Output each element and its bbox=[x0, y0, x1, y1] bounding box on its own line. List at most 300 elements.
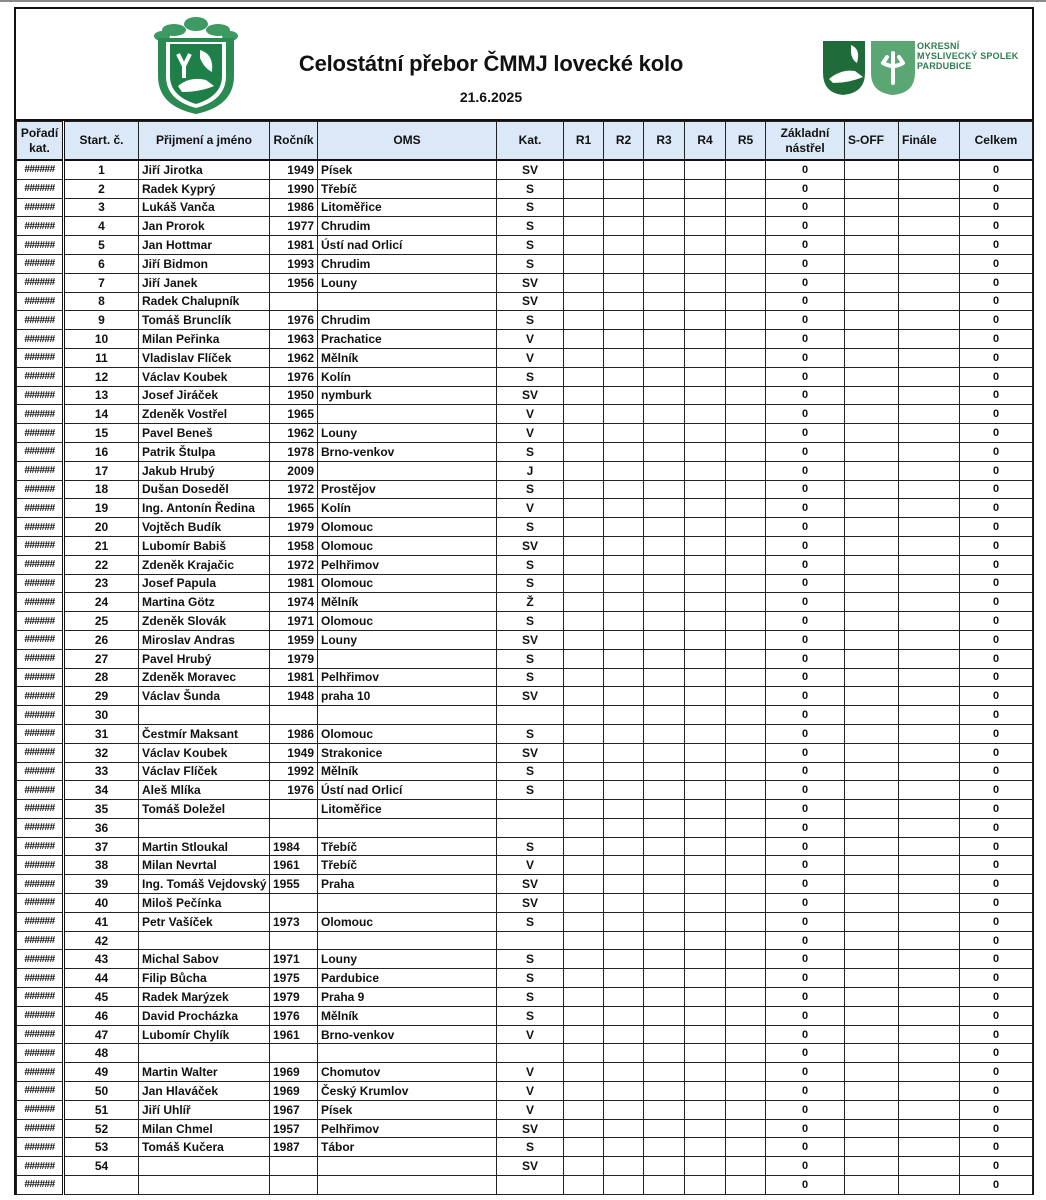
r5-cell[interactable] bbox=[726, 781, 766, 800]
r3-cell[interactable] bbox=[644, 480, 685, 499]
category-cell[interactable]: S bbox=[497, 781, 564, 800]
r2-cell[interactable] bbox=[604, 724, 644, 743]
r4-cell[interactable] bbox=[685, 1044, 726, 1063]
year-cell[interactable]: 1950 bbox=[270, 386, 318, 405]
r4-cell[interactable] bbox=[685, 536, 726, 555]
r4-cell[interactable] bbox=[685, 875, 726, 894]
celkem-cell[interactable]: 0 bbox=[960, 480, 1033, 499]
name-cell[interactable]: Jiří Uhlíř bbox=[139, 1100, 270, 1119]
soff-cell[interactable] bbox=[845, 912, 899, 931]
soff-cell[interactable] bbox=[845, 424, 899, 443]
name-cell[interactable]: Miloš Pečínka bbox=[139, 894, 270, 913]
finale-cell[interactable] bbox=[899, 217, 960, 236]
r2-cell[interactable] bbox=[604, 160, 644, 179]
category-cell[interactable]: SV bbox=[497, 292, 564, 311]
celkem-cell[interactable]: 0 bbox=[960, 612, 1033, 631]
name-cell[interactable]: Aleš Mlíka bbox=[139, 781, 270, 800]
rank-cell[interactable]: ###### bbox=[17, 536, 64, 555]
r1-cell[interactable] bbox=[564, 348, 604, 367]
name-cell[interactable]: Josef Jiráček bbox=[139, 386, 270, 405]
oms-cell[interactable]: Třebíč bbox=[318, 179, 497, 198]
r5-cell[interactable] bbox=[726, 988, 766, 1007]
r1-cell[interactable] bbox=[564, 818, 604, 837]
name-cell[interactable]: Radek Kyprý bbox=[139, 179, 270, 198]
r2-cell[interactable] bbox=[604, 1157, 644, 1176]
oms-cell[interactable]: Ústí nad Orlicí bbox=[318, 781, 497, 800]
r4-cell[interactable] bbox=[685, 179, 726, 198]
r4-cell[interactable] bbox=[685, 743, 726, 762]
start-number-cell[interactable]: 4 bbox=[64, 217, 139, 236]
start-number-cell[interactable]: 15 bbox=[64, 424, 139, 443]
soff-cell[interactable] bbox=[845, 217, 899, 236]
rank-cell[interactable]: ###### bbox=[17, 724, 64, 743]
r4-cell[interactable] bbox=[685, 894, 726, 913]
oms-cell[interactable]: Kolín bbox=[318, 367, 497, 386]
soff-cell[interactable] bbox=[845, 687, 899, 706]
name-cell[interactable]: Tomáš Kučera bbox=[139, 1138, 270, 1157]
zakladni-nastrel-cell[interactable]: 0 bbox=[766, 800, 845, 819]
year-cell[interactable]: 1979 bbox=[270, 988, 318, 1007]
r3-cell[interactable] bbox=[644, 1138, 685, 1157]
name-cell[interactable]: Tomáš Brunclík bbox=[139, 311, 270, 330]
start-number-cell[interactable]: 47 bbox=[64, 1025, 139, 1044]
oms-cell[interactable]: Mělník bbox=[318, 762, 497, 781]
r2-cell[interactable] bbox=[604, 743, 644, 762]
r2-cell[interactable] bbox=[604, 1119, 644, 1138]
r5-cell[interactable] bbox=[726, 724, 766, 743]
celkem-cell[interactable]: 0 bbox=[960, 1100, 1033, 1119]
zakladni-nastrel-cell[interactable]: 0 bbox=[766, 593, 845, 612]
name-cell[interactable]: Zdeněk Vostřel bbox=[139, 405, 270, 424]
year-cell[interactable]: 1976 bbox=[270, 1006, 318, 1025]
r3-cell[interactable] bbox=[644, 311, 685, 330]
zakladni-nastrel-cell[interactable]: 0 bbox=[766, 1082, 845, 1101]
name-cell[interactable]: Josef Papula bbox=[139, 574, 270, 593]
name-cell[interactable]: Václav Flíček bbox=[139, 762, 270, 781]
rank-cell[interactable]: ###### bbox=[17, 912, 64, 931]
r4-cell[interactable] bbox=[685, 273, 726, 292]
r2-cell[interactable] bbox=[604, 311, 644, 330]
finale-cell[interactable] bbox=[899, 1176, 960, 1195]
r4-cell[interactable] bbox=[685, 424, 726, 443]
zakladni-nastrel-cell[interactable]: 0 bbox=[766, 367, 845, 386]
finale-cell[interactable] bbox=[899, 461, 960, 480]
start-number-cell[interactable]: 45 bbox=[64, 988, 139, 1007]
celkem-cell[interactable]: 0 bbox=[960, 405, 1033, 424]
r5-cell[interactable] bbox=[726, 931, 766, 950]
r5-cell[interactable] bbox=[726, 1025, 766, 1044]
r2-cell[interactable] bbox=[604, 574, 644, 593]
r5-cell[interactable] bbox=[726, 969, 766, 988]
start-number-cell[interactable]: 9 bbox=[64, 311, 139, 330]
r1-cell[interactable] bbox=[564, 743, 604, 762]
r4-cell[interactable] bbox=[685, 1082, 726, 1101]
rank-cell[interactable]: ###### bbox=[17, 931, 64, 950]
r2-cell[interactable] bbox=[604, 1176, 644, 1195]
year-cell[interactable]: 1984 bbox=[270, 837, 318, 856]
name-cell[interactable]: Dušan Doseděl bbox=[139, 480, 270, 499]
r5-cell[interactable] bbox=[726, 198, 766, 217]
zakladni-nastrel-cell[interactable]: 0 bbox=[766, 969, 845, 988]
oms-cell[interactable] bbox=[318, 461, 497, 480]
category-cell[interactable]: V bbox=[497, 499, 564, 518]
oms-cell[interactable] bbox=[318, 706, 497, 725]
r5-cell[interactable] bbox=[726, 311, 766, 330]
r1-cell[interactable] bbox=[564, 499, 604, 518]
soff-cell[interactable] bbox=[845, 442, 899, 461]
category-cell[interactable]: S bbox=[497, 1006, 564, 1025]
start-number-cell[interactable]: 30 bbox=[64, 706, 139, 725]
r1-cell[interactable] bbox=[564, 386, 604, 405]
rank-cell[interactable]: ###### bbox=[17, 160, 64, 179]
start-number-cell[interactable]: 49 bbox=[64, 1063, 139, 1082]
r4-cell[interactable] bbox=[685, 988, 726, 1007]
r1-cell[interactable] bbox=[564, 724, 604, 743]
rank-cell[interactable]: ###### bbox=[17, 236, 64, 255]
rank-cell[interactable]: ###### bbox=[17, 424, 64, 443]
r2-cell[interactable] bbox=[604, 1138, 644, 1157]
zakladni-nastrel-cell[interactable]: 0 bbox=[766, 612, 845, 631]
r1-cell[interactable] bbox=[564, 875, 604, 894]
r4-cell[interactable] bbox=[685, 217, 726, 236]
start-number-cell[interactable]: 10 bbox=[64, 330, 139, 349]
r4-cell[interactable] bbox=[685, 762, 726, 781]
col-header-r1[interactable]: R1 bbox=[564, 122, 604, 161]
rank-cell[interactable]: ###### bbox=[17, 179, 64, 198]
celkem-cell[interactable]: 0 bbox=[960, 762, 1033, 781]
r3-cell[interactable] bbox=[644, 649, 685, 668]
zakladni-nastrel-cell[interactable]: 0 bbox=[766, 499, 845, 518]
category-cell[interactable]: V bbox=[497, 1063, 564, 1082]
r2-cell[interactable] bbox=[604, 818, 644, 837]
name-cell[interactable]: Vojtěch Budík bbox=[139, 518, 270, 537]
celkem-cell[interactable]: 0 bbox=[960, 499, 1033, 518]
zakladni-nastrel-cell[interactable]: 0 bbox=[766, 442, 845, 461]
category-cell[interactable] bbox=[497, 706, 564, 725]
oms-cell[interactable]: nymburk bbox=[318, 386, 497, 405]
name-cell[interactable]: Čestmír Maksant bbox=[139, 724, 270, 743]
r5-cell[interactable] bbox=[726, 236, 766, 255]
oms-cell[interactable] bbox=[318, 1044, 497, 1063]
category-cell[interactable]: S bbox=[497, 179, 564, 198]
rank-cell[interactable]: ###### bbox=[17, 668, 64, 687]
r2-cell[interactable] bbox=[604, 480, 644, 499]
r2-cell[interactable] bbox=[604, 499, 644, 518]
r4-cell[interactable] bbox=[685, 160, 726, 179]
start-number-cell[interactable]: 46 bbox=[64, 1006, 139, 1025]
r5-cell[interactable] bbox=[726, 894, 766, 913]
soff-cell[interactable] bbox=[845, 480, 899, 499]
start-number-cell[interactable]: 12 bbox=[64, 367, 139, 386]
category-cell[interactable]: SV bbox=[497, 687, 564, 706]
zakladni-nastrel-cell[interactable]: 0 bbox=[766, 160, 845, 179]
celkem-cell[interactable]: 0 bbox=[960, 273, 1033, 292]
soff-cell[interactable] bbox=[845, 875, 899, 894]
year-cell[interactable] bbox=[270, 818, 318, 837]
celkem-cell[interactable]: 0 bbox=[960, 292, 1033, 311]
zakladni-nastrel-cell[interactable]: 0 bbox=[766, 706, 845, 725]
name-cell[interactable]: Milan Chmel bbox=[139, 1119, 270, 1138]
r2-cell[interactable] bbox=[604, 630, 644, 649]
soff-cell[interactable] bbox=[845, 743, 899, 762]
year-cell[interactable]: 1967 bbox=[270, 1100, 318, 1119]
r3-cell[interactable] bbox=[644, 1063, 685, 1082]
start-number-cell[interactable]: 28 bbox=[64, 668, 139, 687]
year-cell[interactable]: 1959 bbox=[270, 630, 318, 649]
category-cell[interactable]: S bbox=[497, 574, 564, 593]
r1-cell[interactable] bbox=[564, 367, 604, 386]
zakladni-nastrel-cell[interactable]: 0 bbox=[766, 348, 845, 367]
zakladni-nastrel-cell[interactable]: 0 bbox=[766, 574, 845, 593]
finale-cell[interactable] bbox=[899, 706, 960, 725]
r1-cell[interactable] bbox=[564, 837, 604, 856]
r2-cell[interactable] bbox=[604, 555, 644, 574]
start-number-cell[interactable]: 20 bbox=[64, 518, 139, 537]
celkem-cell[interactable]: 0 bbox=[960, 800, 1033, 819]
oms-cell[interactable]: Olomouc bbox=[318, 536, 497, 555]
year-cell[interactable]: 1981 bbox=[270, 236, 318, 255]
finale-cell[interactable] bbox=[899, 367, 960, 386]
zakladni-nastrel-cell[interactable]: 0 bbox=[766, 1006, 845, 1025]
r2-cell[interactable] bbox=[604, 536, 644, 555]
rank-cell[interactable]: ###### bbox=[17, 273, 64, 292]
oms-cell[interactable]: Mělník bbox=[318, 593, 497, 612]
r4-cell[interactable] bbox=[685, 574, 726, 593]
r2-cell[interactable] bbox=[604, 856, 644, 875]
rank-cell[interactable]: ###### bbox=[17, 1025, 64, 1044]
finale-cell[interactable] bbox=[899, 612, 960, 631]
r2-cell[interactable] bbox=[604, 969, 644, 988]
oms-cell[interactable]: Písek bbox=[318, 160, 497, 179]
name-cell[interactable]: Lukáš Vanča bbox=[139, 198, 270, 217]
r3-cell[interactable] bbox=[644, 818, 685, 837]
r5-cell[interactable] bbox=[726, 706, 766, 725]
zakladni-nastrel-cell[interactable]: 0 bbox=[766, 649, 845, 668]
year-cell[interactable]: 1975 bbox=[270, 969, 318, 988]
category-cell[interactable] bbox=[497, 1044, 564, 1063]
year-cell[interactable]: 1981 bbox=[270, 668, 318, 687]
r2-cell[interactable] bbox=[604, 1063, 644, 1082]
r3-cell[interactable] bbox=[644, 1006, 685, 1025]
start-number-cell[interactable]: 38 bbox=[64, 856, 139, 875]
r3-cell[interactable] bbox=[644, 1082, 685, 1101]
oms-cell[interactable] bbox=[318, 649, 497, 668]
r2-cell[interactable] bbox=[604, 593, 644, 612]
r4-cell[interactable] bbox=[685, 950, 726, 969]
soff-cell[interactable] bbox=[845, 367, 899, 386]
r3-cell[interactable] bbox=[644, 1176, 685, 1195]
oms-cell[interactable]: Prachatice bbox=[318, 330, 497, 349]
celkem-cell[interactable]: 0 bbox=[960, 856, 1033, 875]
year-cell[interactable]: 1962 bbox=[270, 424, 318, 443]
r2-cell[interactable] bbox=[604, 912, 644, 931]
category-cell[interactable]: V bbox=[497, 348, 564, 367]
rank-cell[interactable]: ###### bbox=[17, 706, 64, 725]
start-number-cell[interactable]: 18 bbox=[64, 480, 139, 499]
rank-cell[interactable]: ###### bbox=[17, 988, 64, 1007]
r5-cell[interactable] bbox=[726, 254, 766, 273]
r2-cell[interactable] bbox=[604, 179, 644, 198]
r3-cell[interactable] bbox=[644, 1025, 685, 1044]
r4-cell[interactable] bbox=[685, 254, 726, 273]
finale-cell[interactable] bbox=[899, 724, 960, 743]
finale-cell[interactable] bbox=[899, 254, 960, 273]
oms-cell[interactable] bbox=[318, 405, 497, 424]
start-number-cell[interactable]: 17 bbox=[64, 461, 139, 480]
r3-cell[interactable] bbox=[644, 330, 685, 349]
finale-cell[interactable] bbox=[899, 875, 960, 894]
r1-cell[interactable] bbox=[564, 950, 604, 969]
oms-cell[interactable]: Třebíč bbox=[318, 856, 497, 875]
finale-cell[interactable] bbox=[899, 518, 960, 537]
r4-cell[interactable] bbox=[685, 612, 726, 631]
zakladni-nastrel-cell[interactable]: 0 bbox=[766, 1157, 845, 1176]
celkem-cell[interactable]: 0 bbox=[960, 330, 1033, 349]
rank-cell[interactable]: ###### bbox=[17, 330, 64, 349]
year-cell[interactable]: 1962 bbox=[270, 348, 318, 367]
r1-cell[interactable] bbox=[564, 160, 604, 179]
rank-cell[interactable]: ###### bbox=[17, 1119, 64, 1138]
rank-cell[interactable]: ###### bbox=[17, 1044, 64, 1063]
celkem-cell[interactable]: 0 bbox=[960, 969, 1033, 988]
r1-cell[interactable] bbox=[564, 555, 604, 574]
soff-cell[interactable] bbox=[845, 1063, 899, 1082]
r2-cell[interactable] bbox=[604, 518, 644, 537]
r2-cell[interactable] bbox=[604, 330, 644, 349]
oms-cell[interactable]: Chrudim bbox=[318, 217, 497, 236]
category-cell[interactable]: V bbox=[497, 1082, 564, 1101]
name-cell[interactable]: Patrik Štulpa bbox=[139, 442, 270, 461]
zakladni-nastrel-cell[interactable]: 0 bbox=[766, 330, 845, 349]
rank-cell[interactable]: ###### bbox=[17, 1063, 64, 1082]
r3-cell[interactable] bbox=[644, 856, 685, 875]
oms-cell[interactable]: Pelhřimov bbox=[318, 1119, 497, 1138]
category-cell[interactable]: SV bbox=[497, 1119, 564, 1138]
r1-cell[interactable] bbox=[564, 236, 604, 255]
r4-cell[interactable] bbox=[685, 348, 726, 367]
zakladni-nastrel-cell[interactable]: 0 bbox=[766, 950, 845, 969]
soff-cell[interactable] bbox=[845, 818, 899, 837]
start-number-cell[interactable]: 21 bbox=[64, 536, 139, 555]
start-number-cell[interactable]: 37 bbox=[64, 837, 139, 856]
r1-cell[interactable] bbox=[564, 254, 604, 273]
year-cell[interactable]: 1969 bbox=[270, 1082, 318, 1101]
name-cell[interactable]: Jan Prorok bbox=[139, 217, 270, 236]
finale-cell[interactable] bbox=[899, 292, 960, 311]
zakladni-nastrel-cell[interactable]: 0 bbox=[766, 480, 845, 499]
oms-cell[interactable]: Pelhřimov bbox=[318, 555, 497, 574]
r5-cell[interactable] bbox=[726, 574, 766, 593]
finale-cell[interactable] bbox=[899, 311, 960, 330]
year-cell[interactable]: 1993 bbox=[270, 254, 318, 273]
category-cell[interactable]: SV bbox=[497, 1157, 564, 1176]
zakladni-nastrel-cell[interactable]: 0 bbox=[766, 292, 845, 311]
oms-cell[interactable]: Brno-venkov bbox=[318, 442, 497, 461]
r1-cell[interactable] bbox=[564, 442, 604, 461]
r5-cell[interactable] bbox=[726, 818, 766, 837]
zakladni-nastrel-cell[interactable]: 0 bbox=[766, 931, 845, 950]
r4-cell[interactable] bbox=[685, 912, 726, 931]
zakladni-nastrel-cell[interactable]: 0 bbox=[766, 856, 845, 875]
oms-cell[interactable]: Olomouc bbox=[318, 612, 497, 631]
soff-cell[interactable] bbox=[845, 574, 899, 593]
category-cell[interactable]: SV bbox=[497, 630, 564, 649]
r4-cell[interactable] bbox=[685, 367, 726, 386]
r2-cell[interactable] bbox=[604, 367, 644, 386]
rank-cell[interactable]: ###### bbox=[17, 1082, 64, 1101]
finale-cell[interactable] bbox=[899, 555, 960, 574]
r5-cell[interactable] bbox=[726, 837, 766, 856]
col-header-rank[interactable]: Pořadí kat. bbox=[17, 122, 64, 161]
celkem-cell[interactable]: 0 bbox=[960, 724, 1033, 743]
start-number-cell[interactable]: 52 bbox=[64, 1119, 139, 1138]
celkem-cell[interactable]: 0 bbox=[960, 555, 1033, 574]
category-cell[interactable]: SV bbox=[497, 743, 564, 762]
oms-cell[interactable]: Olomouc bbox=[318, 724, 497, 743]
start-number-cell[interactable]: 33 bbox=[64, 762, 139, 781]
category-cell[interactable]: S bbox=[497, 236, 564, 255]
category-cell[interactable]: S bbox=[497, 912, 564, 931]
r4-cell[interactable] bbox=[685, 1157, 726, 1176]
name-cell[interactable] bbox=[139, 931, 270, 950]
name-cell[interactable]: Martin Stloukal bbox=[139, 837, 270, 856]
r5-cell[interactable] bbox=[726, 912, 766, 931]
r2-cell[interactable] bbox=[604, 837, 644, 856]
soff-cell[interactable] bbox=[845, 1006, 899, 1025]
finale-cell[interactable] bbox=[899, 630, 960, 649]
year-cell[interactable]: 1971 bbox=[270, 612, 318, 631]
zakladni-nastrel-cell[interactable]: 0 bbox=[766, 1063, 845, 1082]
category-cell[interactable]: SV bbox=[497, 894, 564, 913]
name-cell[interactable]: Václav Šunda bbox=[139, 687, 270, 706]
category-cell[interactable]: S bbox=[497, 442, 564, 461]
finale-cell[interactable] bbox=[899, 818, 960, 837]
r3-cell[interactable] bbox=[644, 931, 685, 950]
r2-cell[interactable] bbox=[604, 198, 644, 217]
soff-cell[interactable] bbox=[845, 555, 899, 574]
celkem-cell[interactable]: 0 bbox=[960, 518, 1033, 537]
rank-cell[interactable]: ###### bbox=[17, 593, 64, 612]
category-cell[interactable] bbox=[497, 800, 564, 819]
oms-cell[interactable]: Chrudim bbox=[318, 254, 497, 273]
category-cell[interactable]: V bbox=[497, 405, 564, 424]
year-cell[interactable] bbox=[270, 894, 318, 913]
soff-cell[interactable] bbox=[845, 518, 899, 537]
oms-cell[interactable]: Prostějov bbox=[318, 480, 497, 499]
r5-cell[interactable] bbox=[726, 1119, 766, 1138]
rank-cell[interactable]: ###### bbox=[17, 574, 64, 593]
r1-cell[interactable] bbox=[564, 1044, 604, 1063]
zakladni-nastrel-cell[interactable]: 0 bbox=[766, 386, 845, 405]
r3-cell[interactable] bbox=[644, 762, 685, 781]
r5-cell[interactable] bbox=[726, 348, 766, 367]
soff-cell[interactable] bbox=[845, 800, 899, 819]
oms-cell[interactable]: Praha bbox=[318, 875, 497, 894]
celkem-cell[interactable]: 0 bbox=[960, 875, 1033, 894]
r1-cell[interactable] bbox=[564, 217, 604, 236]
r4-cell[interactable] bbox=[685, 630, 726, 649]
r5-cell[interactable] bbox=[726, 330, 766, 349]
start-number-cell[interactable]: 44 bbox=[64, 969, 139, 988]
zakladni-nastrel-cell[interactable]: 0 bbox=[766, 179, 845, 198]
name-cell[interactable]: Václav Koubek bbox=[139, 743, 270, 762]
finale-cell[interactable] bbox=[899, 1119, 960, 1138]
soff-cell[interactable] bbox=[845, 179, 899, 198]
start-number-cell[interactable]: 26 bbox=[64, 630, 139, 649]
r3-cell[interactable] bbox=[644, 894, 685, 913]
r4-cell[interactable] bbox=[685, 781, 726, 800]
r4-cell[interactable] bbox=[685, 687, 726, 706]
